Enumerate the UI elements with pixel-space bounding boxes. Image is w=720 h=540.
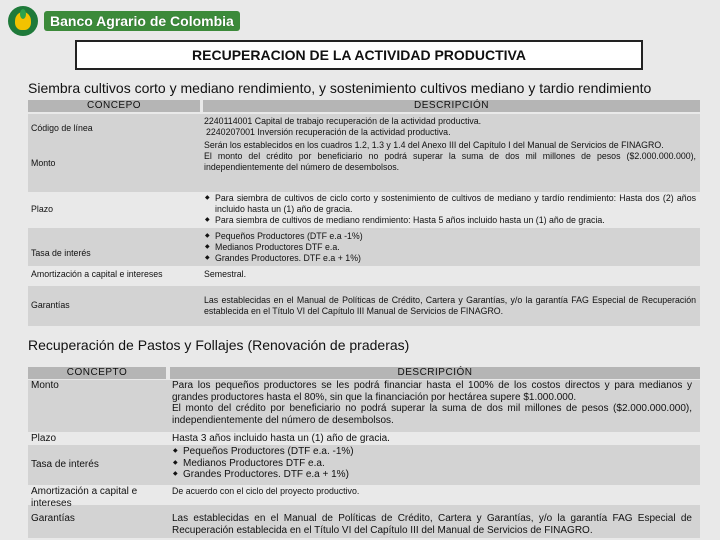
section2-subtitle: Recuperación de Pastos y Follajes (Renovación de praderas) bbox=[28, 337, 410, 353]
s1-monto-line-2: El monto del crédito por beneficiario no podrá superar la suma de dos mil millones de pesos ($2.000.000.000), independientemente del número de desembolsos. bbox=[204, 151, 696, 172]
s1-monto-label: Monto bbox=[31, 158, 56, 168]
s2-tasa-bullet-1: ◆ Pequeños Productores (DTF e.a. -1%) bbox=[183, 446, 692, 458]
s1-tasa-bullet-3: ◆ Grandes Productores. DTF e.a + 1%) bbox=[215, 253, 696, 264]
s2-tasa-bullet-3: ◆ Grandes Productores. DTF e.a + 1%) bbox=[183, 469, 692, 481]
bank-logo-icon bbox=[8, 6, 38, 36]
s1-plazo-label: Plazo bbox=[31, 204, 54, 214]
section1-header-concepto: CONCEPO bbox=[28, 100, 200, 112]
section2-header-concepto: CONCEPTO bbox=[28, 367, 166, 379]
s1-amortizacion-label: Amortización a capital e intereses bbox=[31, 269, 163, 279]
section2-header-descripcion: DESCRIPCIÓN bbox=[170, 367, 700, 379]
s1-amortizacion-desc: Semestral. bbox=[204, 269, 247, 279]
s2-amortizacion-desc: De acuerdo con el ciclo del proyecto productivo. bbox=[172, 486, 360, 496]
s1-plazo-bullet-2: ◆ Para siembra de cultivos de mediano rendimiento: Hasta 5 años incluido hasta un (1) año de gracia. bbox=[215, 215, 696, 226]
brand-logo bbox=[8, 6, 240, 36]
s1-codigo-label: Código de línea bbox=[31, 123, 93, 133]
s1-monto-line-1: Serán los establecidos en los cuadros 1.2, 1.3 y 1.4 del Anexo III del Capítulo I del Manual de Servicios de FINAGRO. bbox=[204, 140, 664, 150]
s1-garantias-label: Garantías bbox=[31, 300, 70, 310]
s1-garantias-desc: Las establecidas en el Manual de Políticas de Crédito, Cartera y Garantías, y/o la garantía FAG Especial de Recuperación establecida en el Título VI del Capítulo III Manual de Servicios de FINAGRO. bbox=[204, 295, 696, 316]
s1-codigo-desc bbox=[204, 116, 698, 138]
s1-codigo-line-2: 2240207001 Inversión recuperación de la actividad productiva. bbox=[206, 127, 451, 137]
s1-tasa-label: Tasa de interés bbox=[31, 248, 91, 258]
s1-monto-desc bbox=[204, 140, 696, 173]
page-title bbox=[75, 40, 643, 70]
s2-monto-desc bbox=[172, 380, 692, 426]
s2-tasa-label: Tasa de interés bbox=[31, 459, 99, 470]
s1-plazo-desc bbox=[204, 193, 696, 226]
section1-header-descripcion: DESCRIPCIÓN bbox=[203, 100, 700, 112]
s2-monto-line-1: Para los pequeños productores se les podrá financiar hasta el 100% de los costos directos y para medianos y grandes productores hasta el 80%, sin que la financiación por hectárea supere $1.000.000. bbox=[172, 380, 692, 403]
s2-monto-line-2: El monto del crédito por beneficiario no podrá superar la suma de dos mil millones de pesos ($2.000.000.000), independientemente del número de desembolsos. bbox=[172, 403, 692, 426]
s1-tasa-desc bbox=[204, 231, 696, 264]
s1-tasa-bullet-2: ◆ Medianos Productores DTF e.a. bbox=[215, 242, 696, 253]
s1-plazo-bullet-1: ◆ Para siembra de cultivos de ciclo corto y sostenimiento de cultivos de mediano y tardío rendimiento: Hasta dos (2) años incluido hasta un (1) año de gracia. bbox=[215, 193, 696, 215]
s2-monto-label: Monto bbox=[31, 380, 59, 391]
s2-garantias-label: Garantías bbox=[31, 513, 75, 524]
s2-tasa-bullet-2: ◆ Medianos Productores DTF e.a. bbox=[183, 458, 692, 470]
s2-tasa-desc bbox=[172, 446, 692, 481]
s1-codigo-line-1: 2240114001 Capital de trabajo recuperación de la actividad productiva. bbox=[204, 116, 482, 126]
s2-plazo-label: Plazo bbox=[31, 433, 57, 444]
s2-garantias-desc: Las establecidas en el Manual de Políticas de Crédito, Cartera y Garantías, y/o la garantía FAG Especial de Recuperación establecida en el Título VI del Capítulo III del Manual de Servicios de FINAGRO. bbox=[172, 513, 692, 536]
s2-amortizacion-label: Amortización a capital e intereses bbox=[31, 486, 138, 509]
s2-plazo-desc: Hasta 3 años incluido hasta un (1) año de gracia. bbox=[172, 433, 390, 444]
s1-tasa-bullet-1: ◆ Pequeños Productores (DTF e.a -1%) bbox=[215, 231, 696, 242]
section1-subtitle: Siembra cultivos corto y mediano rendimiento, y sostenimiento cultivos mediano y tardio rendimiento bbox=[28, 80, 652, 96]
brand-name: Banco Agrario de Colombia bbox=[44, 11, 240, 31]
page-title-text: RECUPERACION DE LA ACTIVIDAD PRODUCTIVA bbox=[192, 47, 526, 63]
